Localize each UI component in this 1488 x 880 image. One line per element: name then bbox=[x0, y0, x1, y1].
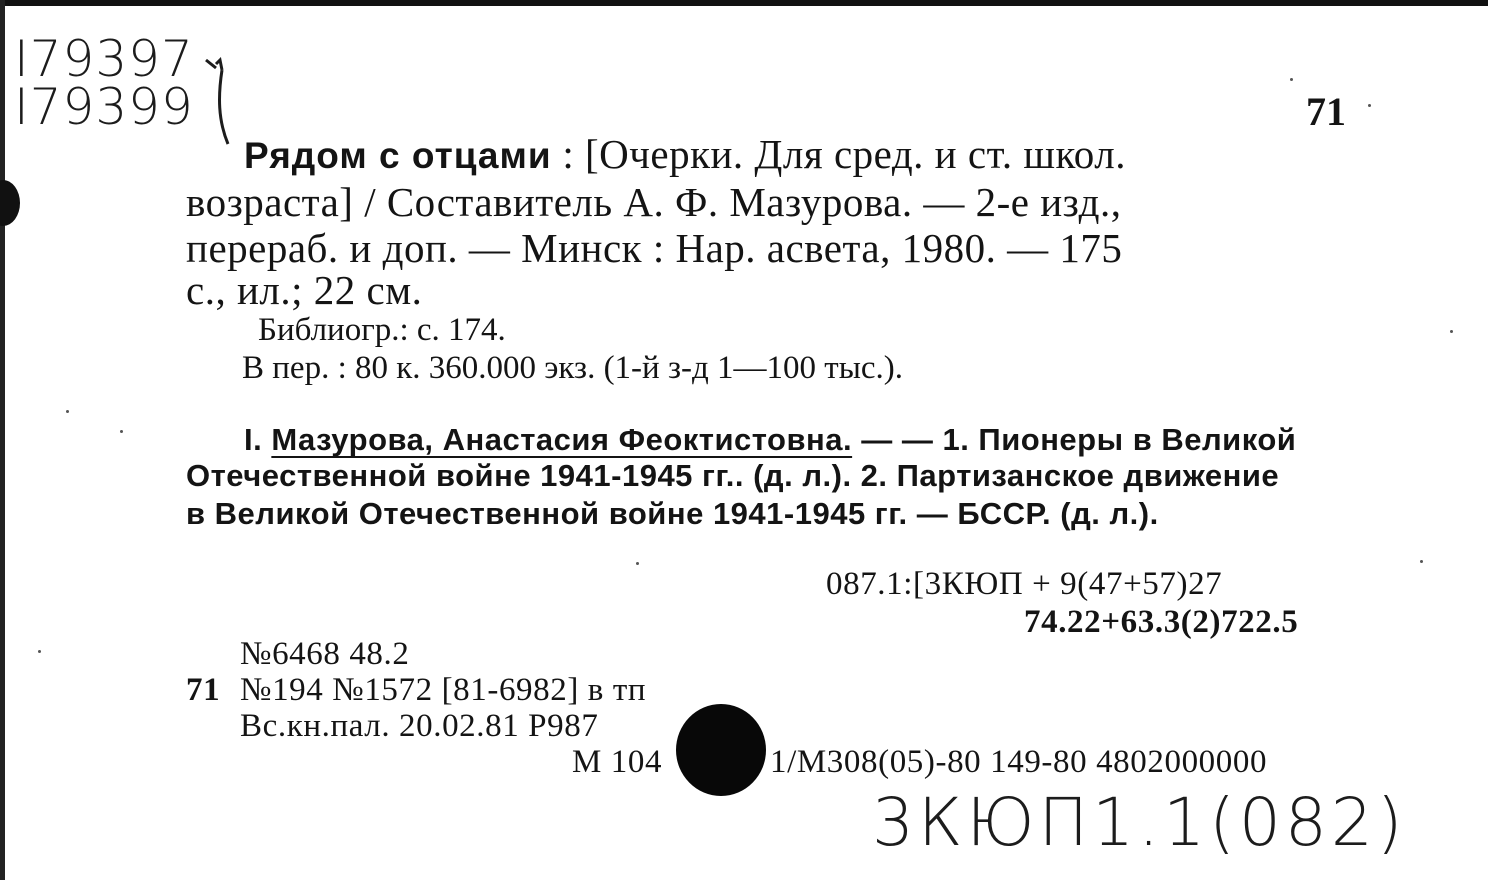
subject-rest: — — 1. Пионеры в Великой bbox=[852, 422, 1297, 457]
card-top-edge bbox=[0, 0, 1488, 6]
code-line-part-b: 1/М308(05)-80 149-80 4802000000 bbox=[770, 744, 1268, 780]
inventory-number-1: I79397 bbox=[14, 30, 194, 88]
code-line-part-a: М 104 bbox=[572, 744, 663, 780]
speck bbox=[38, 650, 41, 653]
title-rest: : [Очерки. Для сред. и ст. школ. bbox=[551, 131, 1126, 177]
edge-punch-hole bbox=[0, 180, 20, 226]
subjects-line-2: Отечественной войне 1941-1945 гг.. (д. л.). 2. Партизанское движение bbox=[186, 458, 1280, 493]
card-left-edge bbox=[0, 0, 5, 880]
handwritten-call-number: 3КЮП1.1(082) bbox=[872, 784, 1407, 861]
speck bbox=[1368, 104, 1371, 107]
classification-code-1: 087.1:[3КЮП + 9(47+57)27 bbox=[826, 566, 1223, 602]
bibliography-note: Библиогр.: с. 174. bbox=[258, 312, 506, 348]
inventory-number-2: I79399 bbox=[14, 78, 194, 136]
title-bold: Рядом с отцами bbox=[244, 135, 552, 176]
description-line-4: с., ил.; 22 см. bbox=[186, 267, 423, 313]
subjects-line-1 bbox=[244, 424, 1296, 455]
rod-punch-hole bbox=[676, 704, 766, 796]
subject-prefix: I. bbox=[244, 422, 272, 457]
speck bbox=[1290, 78, 1293, 81]
speck bbox=[636, 562, 639, 565]
description-line-3: перераб. и доп. — Минск : Нар. асвета, 1980. — 175 bbox=[186, 225, 1123, 271]
page-number: 71 bbox=[1306, 89, 1346, 134]
catalog-line: №194 №1572 [81-6982] в тп bbox=[240, 672, 647, 708]
binding-and-print-run: В пер. : 80 к. 360.000 экз. (1-й з-д 1—100 тыс.). bbox=[242, 350, 903, 386]
title-line-1 bbox=[244, 131, 1126, 177]
catalog-prefix: 71 bbox=[186, 672, 221, 708]
record-number: №6468 48.2 bbox=[240, 636, 410, 672]
handwritten-bracket bbox=[200, 56, 240, 148]
classification-code-2: 74.22+63.3(2)722.5 bbox=[1024, 604, 1299, 640]
subjects-line-3: в Великой Отечественной войне 1941-1945 гг. — БССР. (д. л.). bbox=[186, 496, 1159, 531]
description-line-2: возраста] / Составитель А. Ф. Мазурова. — 2-е изд., bbox=[186, 179, 1122, 225]
speck bbox=[1450, 330, 1453, 333]
speck bbox=[120, 430, 123, 433]
subject-name-underlined: Мазурова, Анастасия Феоктистовна. bbox=[271, 422, 853, 457]
speck bbox=[1420, 560, 1423, 563]
speck bbox=[66, 410, 69, 413]
book-chamber-line: Вс.кн.пал. 20.02.81 Р987 bbox=[240, 708, 599, 744]
